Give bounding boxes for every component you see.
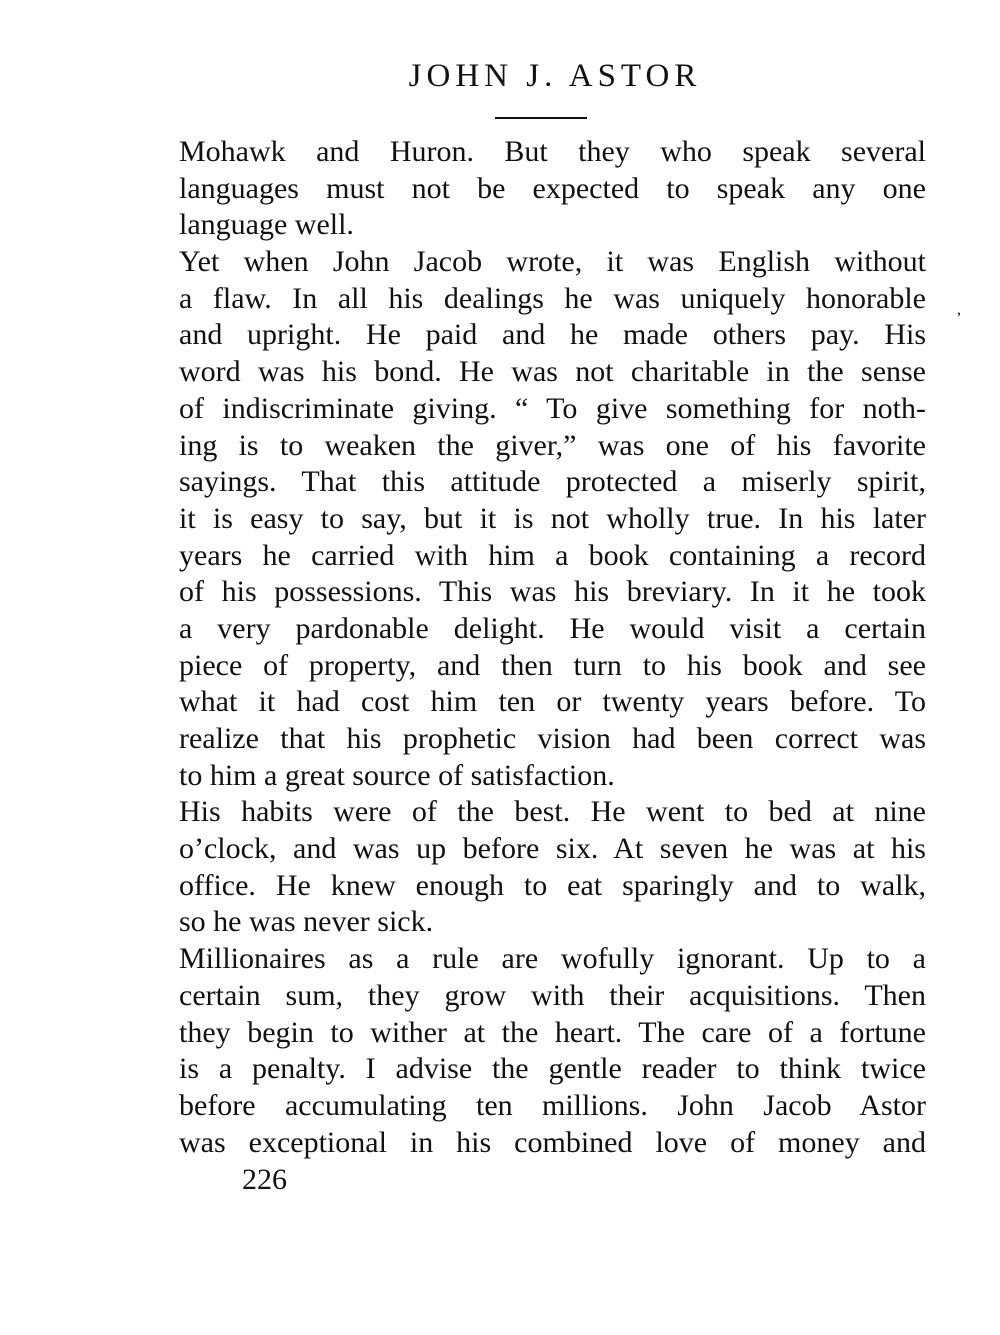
text-line: piece of property, and then turn to his book and see xyxy=(179,648,926,682)
header-rule xyxy=(495,117,587,119)
stray-mark: , xyxy=(957,301,961,318)
text-line: was exceptional in his combined love of money and xyxy=(179,1125,926,1159)
text-line: Millionaires as a rule are wofully ignorant. Up to a xyxy=(179,942,926,976)
text-line: o’clock, and was up before six. At seven he was at his xyxy=(179,832,926,866)
text-line: and upright. He paid and he made others pay. His xyxy=(179,318,926,352)
text-line: what it had cost him ten or twenty years before. To xyxy=(179,685,926,719)
text-line: it is easy to say, but it is not wholly true. In his later xyxy=(179,501,926,535)
text-line: before accumulating ten millions. John Jacob Astor xyxy=(179,1088,926,1122)
page-number: 226 xyxy=(242,1163,287,1196)
text-line: Mohawk and Huron. But they who speak several xyxy=(179,135,926,168)
text-line: certain sum, they grow with their acquisitions. Then xyxy=(179,978,926,1012)
text-line: realize that his prophetic vision had been correct was xyxy=(179,722,926,755)
text-line: a very pardonable delight. He would visit a certain xyxy=(179,611,926,645)
text-line: languages must not be expected to speak any one xyxy=(179,171,926,205)
text-line: years he carried with him a book containing a record xyxy=(179,538,926,572)
text-line: His habits were of the best. He went to bed at nine xyxy=(179,795,926,829)
text-line: a flaw. In all his dealings he was uniquely honorable xyxy=(179,281,926,315)
text-line: so he was never sick. xyxy=(179,905,434,939)
text-line: Yet when John Jacob wrote, it was English without xyxy=(179,245,926,279)
running-head-title: JOHN J. ASTOR xyxy=(408,58,702,94)
text-line: sayings. That this attitude protected a miserly spirit, xyxy=(179,465,926,499)
text-line: ing is to weaken the giver,” was one of his favorite xyxy=(179,428,926,462)
text-line: office. He knew enough to eat sparingly and to walk, xyxy=(179,868,926,902)
text-line: of indiscriminate giving. “ To give something for noth- xyxy=(179,391,926,425)
text-line: language well. xyxy=(179,208,354,242)
text-line: is a penalty. I advise the gentle reader to think twice xyxy=(179,1052,926,1086)
text-line: of his possessions. This was his breviary. In it he took xyxy=(179,575,926,609)
body-text xyxy=(179,134,926,1161)
text-line: word was his bond. He was not charitable in the sense xyxy=(179,355,926,389)
text-line: they begin to wither at the heart. The care of a fortune xyxy=(179,1015,926,1049)
text-line: to him a great source of satisfaction. xyxy=(179,758,615,792)
